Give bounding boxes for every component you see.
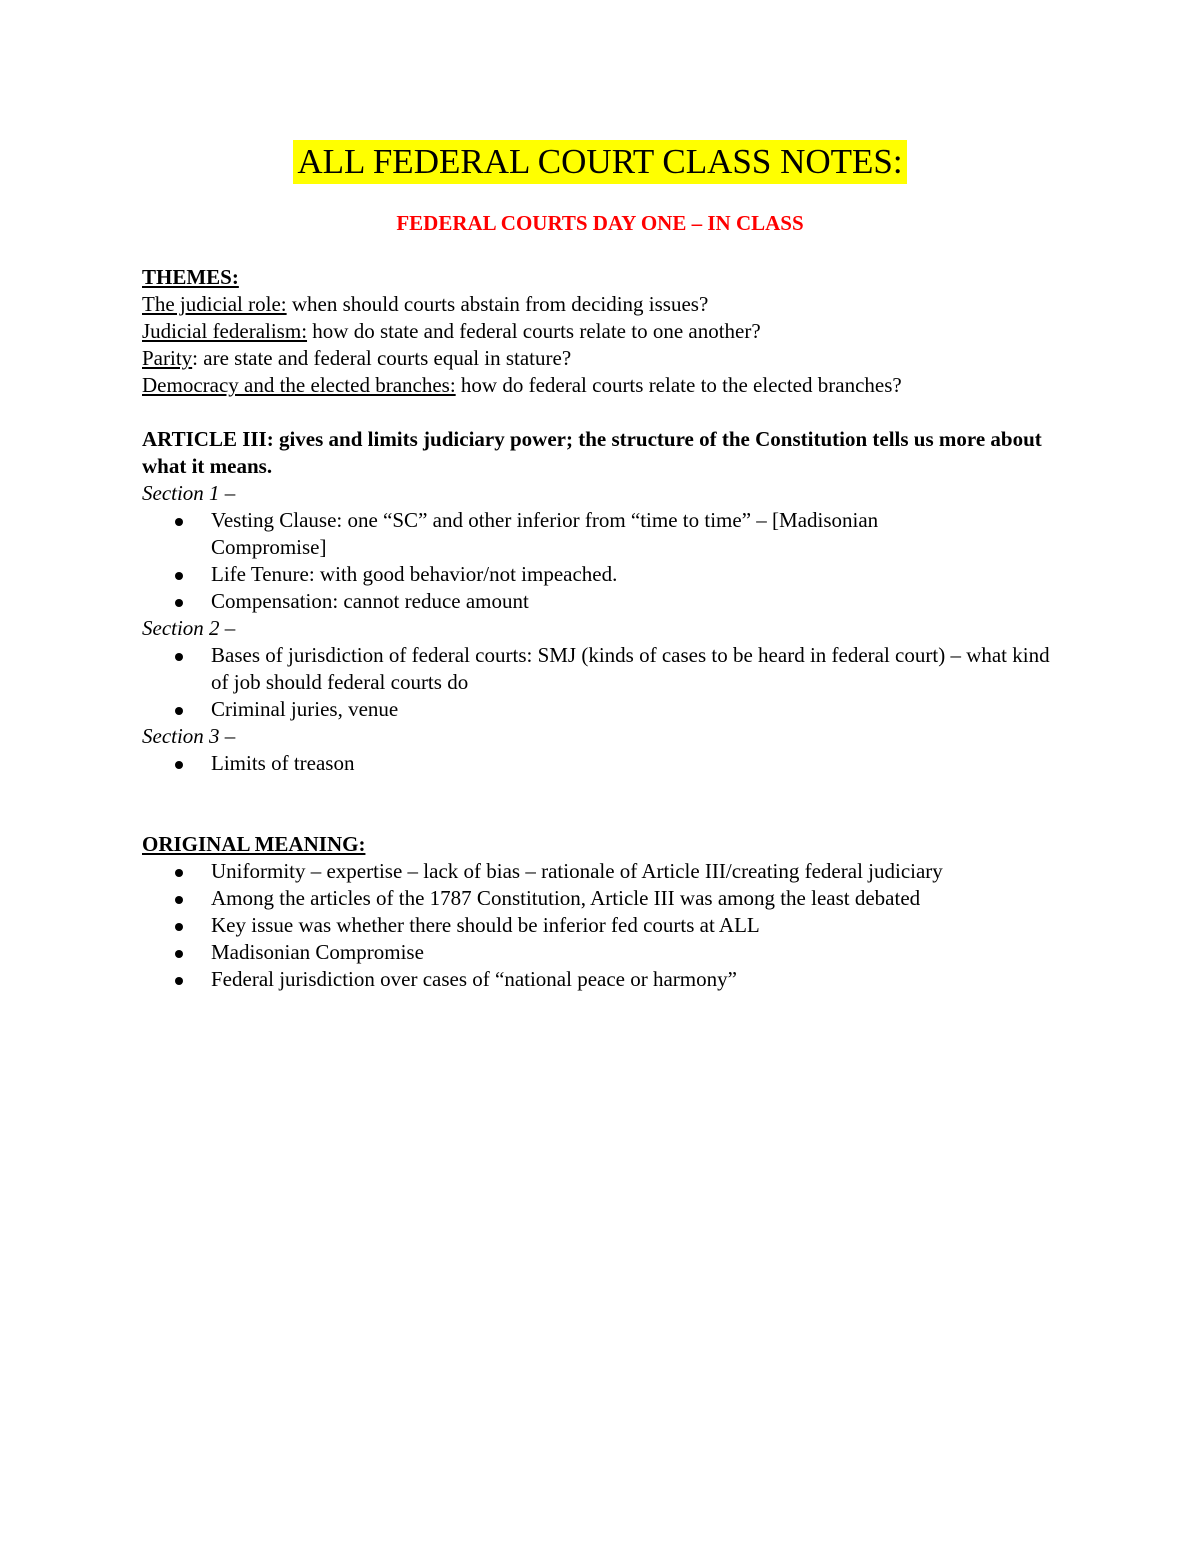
title-block xyxy=(0,140,1200,184)
section-3-list xyxy=(142,750,1062,777)
theme-item xyxy=(142,345,1062,372)
bullet-icon xyxy=(175,518,183,526)
section-label: Section 3 – xyxy=(142,724,236,748)
section-2-list xyxy=(142,642,1062,723)
list-item-text: Limits of treason xyxy=(211,751,355,775)
list-item xyxy=(142,966,1062,993)
page-title: ALL FEDERAL COURT CLASS NOTES: xyxy=(293,140,906,184)
bullet-icon xyxy=(175,653,183,661)
list-item xyxy=(142,912,1062,939)
list-item-text: Compensation: cannot reduce amount xyxy=(211,589,529,613)
bullet-icon xyxy=(175,896,183,904)
article-heading: ARTICLE III: gives and limits judiciary power; the structure of the Constitution tells us more about what it means. xyxy=(142,427,1042,478)
section-label: Section 2 – xyxy=(142,616,236,640)
list-item-text: Key issue was whether there should be inferior fed courts at ALL xyxy=(211,913,760,937)
section-label: Section 1 – xyxy=(142,481,236,505)
theme-term: Parity xyxy=(142,346,193,370)
theme-item xyxy=(142,318,1062,345)
list-item-text: Life Tenure: with good behavior/not impeached. xyxy=(211,562,618,586)
bullet-icon xyxy=(175,869,183,877)
list-item xyxy=(142,939,1062,966)
list-item xyxy=(142,588,1062,615)
list-item xyxy=(142,561,1062,588)
bullet-icon xyxy=(175,761,183,769)
original-meaning-list xyxy=(142,858,1062,993)
spacer xyxy=(142,777,1062,831)
list-item-text: Vesting Clause: one “SC” and other inferior from “time to time” – [Madisonian Compromise] xyxy=(211,508,879,559)
list-item-text: Criminal juries, venue xyxy=(211,697,399,721)
theme-text: how do state and federal courts relate to one another? xyxy=(307,319,761,343)
theme-term: Judicial federalism: xyxy=(142,319,308,343)
theme-item xyxy=(142,372,1062,399)
list-item xyxy=(142,642,1071,696)
theme-item xyxy=(142,291,1062,318)
list-item-text: Uniformity – expertise – lack of bias – rationale of Article III/creating federal judiciary xyxy=(211,859,943,883)
spacer xyxy=(142,399,1062,426)
list-item xyxy=(142,696,1062,723)
theme-text: : are state and federal courts equal in stature? xyxy=(192,346,572,370)
page-subtitle: FEDERAL COURTS DAY ONE – IN CLASS xyxy=(396,211,804,235)
bullet-icon xyxy=(175,977,183,985)
bullet-icon xyxy=(175,599,183,607)
list-item xyxy=(142,858,1062,885)
bullet-icon xyxy=(175,707,183,715)
theme-term: Democracy and the elected branches: xyxy=(142,373,456,397)
list-item xyxy=(142,750,1062,777)
document-body xyxy=(142,264,1062,993)
list-item xyxy=(142,885,1062,912)
list-item-text: Federal jurisdiction over cases of “national peace or harmony” xyxy=(211,967,737,991)
bullet-icon xyxy=(175,923,183,931)
section-1-list xyxy=(142,507,1062,615)
bullet-icon xyxy=(175,572,183,580)
list-item-text: Among the articles of the 1787 Constitution, Article III was among the least debated xyxy=(211,886,921,910)
list-item xyxy=(142,507,971,561)
theme-term: The judicial role: xyxy=(142,292,287,316)
list-item-text: Bases of jurisdiction of federal courts: SMJ (kinds of cases to be heard in federal court) – what kind of job should federal courts do xyxy=(211,643,1050,694)
list-item-text: Madisonian Compromise xyxy=(211,940,424,964)
bullet-icon xyxy=(175,950,183,958)
theme-text: when should courts abstain from deciding issues? xyxy=(286,292,709,316)
theme-text: how do federal courts relate to the elected branches? xyxy=(455,373,902,397)
original-meaning-heading: ORIGINAL MEANING: xyxy=(142,832,366,856)
themes-heading: THEMES: xyxy=(142,265,239,289)
